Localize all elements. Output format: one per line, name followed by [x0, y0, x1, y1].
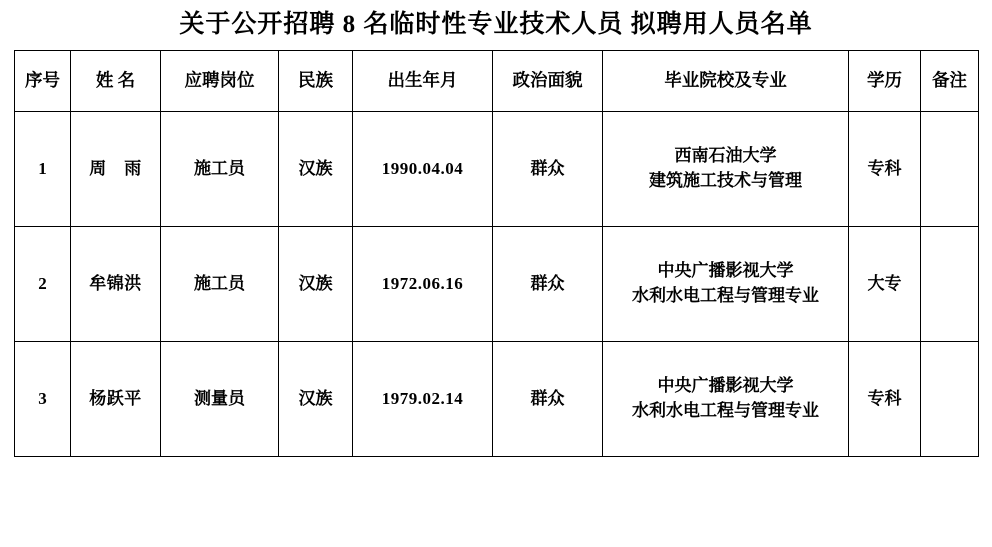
cell-remark — [921, 342, 979, 457]
table-row — [15, 112, 979, 227]
cell-political: 群众 — [493, 227, 603, 342]
cell-no: 3 — [15, 342, 71, 457]
cell-name: 杨跃平 — [71, 342, 161, 457]
roster-table — [14, 50, 979, 457]
cell-post: 测量员 — [161, 342, 279, 457]
school-name: 西南石油大学 — [674, 146, 777, 166]
cell-education: 专科 — [849, 112, 921, 227]
cell-education: 大专 — [849, 227, 921, 342]
cell-ethnicity: 汉族 — [279, 227, 353, 342]
cell-political: 群众 — [493, 342, 603, 457]
column-header-education: 学历 — [849, 51, 921, 112]
cell-remark — [921, 227, 979, 342]
cell-name: 周 雨 — [71, 112, 161, 227]
cell-school — [603, 342, 849, 457]
cell-ethnicity: 汉族 — [279, 112, 353, 227]
column-header-ethnicity: 民族 — [279, 51, 353, 112]
school-name: 中央广播影视大学 — [657, 261, 794, 281]
cell-post: 施工员 — [161, 112, 279, 227]
school-major: 水利水电工程与管理专业 — [632, 401, 819, 420]
cell-school — [603, 112, 849, 227]
column-header-no: 序号 — [15, 51, 71, 112]
table-header-row — [15, 51, 979, 112]
column-header-school: 毕业院校及专业 — [603, 51, 849, 112]
school-major: 建筑施工技术与管理 — [649, 171, 802, 190]
cell-no: 1 — [15, 112, 71, 227]
table-row — [15, 342, 979, 457]
cell-birth: 1990.04.04 — [353, 112, 493, 227]
column-header-post: 应聘岗位 — [161, 51, 279, 112]
page-title: 关于公开招聘 8 名临时性专业技术人员 拟聘用人员名单 — [179, 11, 813, 38]
cell-post: 施工员 — [161, 227, 279, 342]
cell-school — [603, 227, 849, 342]
cell-remark — [921, 112, 979, 227]
cell-ethnicity: 汉族 — [279, 342, 353, 457]
cell-no: 2 — [15, 227, 71, 342]
school-major: 水利水电工程与管理专业 — [632, 286, 819, 305]
school-name: 中央广播影视大学 — [657, 376, 794, 396]
column-header-remark: 备注 — [921, 51, 979, 112]
column-header-political: 政治面貌 — [493, 51, 603, 112]
cell-birth: 1979.02.14 — [353, 342, 493, 457]
column-header-birth: 出生年月 — [353, 51, 493, 112]
cell-name: 牟锦洪 — [71, 227, 161, 342]
table-row — [15, 227, 979, 342]
column-header-name: 姓 名 — [71, 51, 161, 112]
cell-education: 专科 — [849, 342, 921, 457]
cell-birth: 1972.06.16 — [353, 227, 493, 342]
table-container — [0, 50, 992, 457]
cell-political: 群众 — [493, 112, 603, 227]
